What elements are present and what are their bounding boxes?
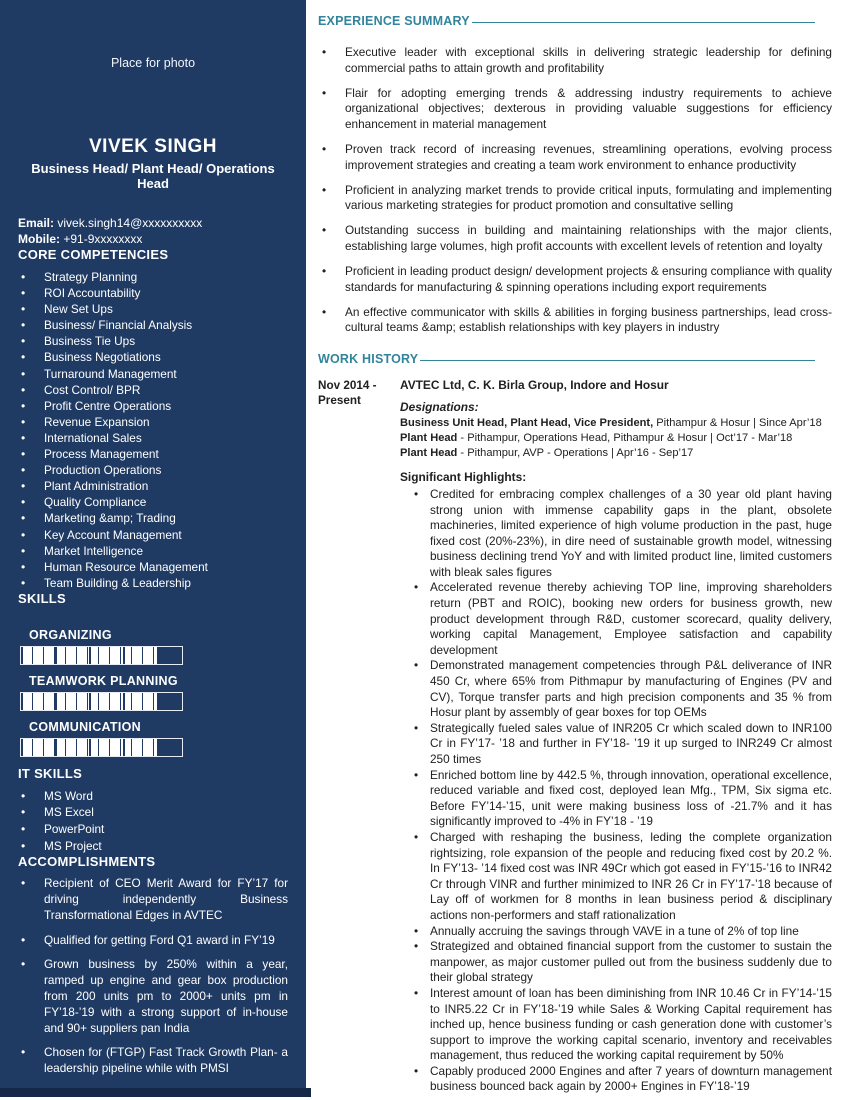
core-competencies-list — [18, 269, 288, 591]
competency-item: • Key Account Management — [18, 527, 288, 543]
accomplishment-item: • Recipient of CEO Merit Award for FY’17 for driving independently Business Transformational Edges in AVTEC — [18, 876, 288, 923]
competency-item: • Business Negotiations — [18, 349, 288, 365]
it-skill-item: • MS Word — [18, 788, 288, 804]
competency-item: • Profit Centre Operations — [18, 398, 288, 414]
heading-rule — [420, 360, 815, 361]
competency-item: • Team Building & Leadership — [18, 575, 288, 591]
email-value: vivek.singh14@xxxxxxxxxx — [57, 216, 203, 230]
highlight-bullet: • Capably produced 2000 Engines and after 7 years of downturn management business bounced back again by 2000+ Engines in FY’18-’19 — [400, 1064, 832, 1095]
competency-item: • Plant Administration — [18, 478, 288, 494]
sidebar-bottom-strip — [0, 1088, 311, 1097]
it-skill-item: • PowerPoint — [18, 821, 288, 837]
summary-bullet: • Proficient in analyzing market trends to provide critical inputs, formulating and implementing various marketing strategies for product promotion and consultative selling — [318, 183, 832, 214]
summary-bullet: • Flair for adopting emerging trends & addressing industry requirements to achieve organizational objectives; dexterous in providing valuable suggestions for efficiency enhancement in material management — [318, 86, 832, 133]
competency-item: • Production Operations — [18, 462, 288, 478]
skill-row — [18, 674, 288, 711]
designation-details: - Pithampur, Operations Head, Pithampur & Hosur | Oct’17 - Mar’18 — [457, 431, 793, 444]
mobile-label: Mobile: — [18, 232, 60, 246]
experience-summary-heading-text: EXPERIENCE SUMMARY — [318, 14, 470, 28]
mobile-value: +91-9xxxxxxxx — [63, 232, 143, 246]
entry-body — [400, 378, 832, 1095]
highlight-bullet: • Annually accruing the savings through VAVE in a tune of 2% of top line — [400, 924, 832, 940]
competency-item: • International Sales — [18, 430, 288, 446]
skill-label: TEAMWORK PLANNING — [29, 673, 178, 688]
it-skills-heading: IT SKILLS — [18, 765, 83, 781]
designation-line — [400, 416, 832, 431]
competency-item: • Business Tie Ups — [18, 333, 288, 349]
competency-item: • Human Resource Management — [18, 559, 288, 575]
it-skills-list — [18, 788, 288, 854]
candidate-title: Business Head/ Plant Head/ Operations Head — [31, 161, 275, 191]
designation-details: - Pithampur, AVP - Operations | Apr’16 - Sep’17 — [457, 446, 694, 459]
competency-item: • Market Intelligence — [18, 543, 288, 559]
designations-label: Designations: — [400, 399, 479, 414]
skill-row — [18, 628, 288, 665]
work-history-heading — [318, 352, 832, 366]
highlight-bullet: • Strategized and obtained financial support from the customer to sustain the manpower, as major customer pulled out from the business suddenly due to their global strategy — [400, 939, 832, 986]
contact-block — [18, 215, 288, 247]
summary-bullet: • Executive leader with exceptional skills in delivering strategic leadership for defining commercial paths to attain growth and profitability — [318, 45, 832, 76]
competency-item: • Revenue Expansion — [18, 414, 288, 430]
it-skill-item: • MS Excel — [18, 804, 288, 820]
highlight-bullet: • Charged with reshaping the business, leding the complete organization rightsizing, role expansion of the people and reducing fixed cost by 20.2 %. In FY’13- ’14 fixed cost was INR 49Cr which got eased in FY’15-’16 to INR42 Cr through VINR and further minimized to INR 26 Cr in FY’17-’18 because of Lay off of workmen for 8 months in lean business period & disciplinary actions non-performers and staff rationalization — [400, 830, 832, 924]
highlight-bullet: • Accelerated revenue thereby achieving TOP line, improving shareholders return (PBT and ROIC), booking new orders for business growth, new product development through R&D, customer scorecard, quality delivery, working capital Management, Employee satisfaction and capability development — [400, 580, 832, 658]
email-line — [18, 215, 288, 231]
experience-summary-heading — [318, 14, 832, 28]
accomplishments-heading: ACCOMPLISHMENTS — [18, 854, 156, 870]
competency-item: • New Set Ups — [18, 301, 288, 317]
skill-bar — [20, 738, 183, 757]
company-name: AVTEC Ltd, C. K. Birla Group, Indore and Hosur — [400, 377, 669, 392]
accomplishments-list — [18, 876, 288, 1077]
competency-item: • ROI Accountability — [18, 285, 288, 301]
email-label: Email: — [18, 216, 55, 230]
highlight-bullet: • Strategically fueled sales value of INR205 Cr which scaled down to INR100 Cr in FY’17- ’18 and further in FY’18- ’19 it up surged to INR249 Cr almost 250 times — [400, 721, 832, 768]
main-content — [318, 0, 832, 1095]
candidate-name: VIVEK SINGH — [89, 136, 217, 157]
skill-label: ORGANIZING — [29, 627, 112, 642]
summary-bullet: • Proven track record of increasing revenues, streamlining operations, evolving process improvement strategies and creating a team work environment to enhance productivity — [318, 142, 832, 173]
highlights-list — [400, 487, 832, 1095]
competency-item: • Turnaround Management — [18, 366, 288, 382]
work-history-heading-text: WORK HISTORY — [318, 351, 419, 366]
entry-date-from: Nov 2014 - — [318, 378, 377, 392]
competency-item: • Process Management — [18, 446, 288, 462]
entry-date-to: Present — [318, 393, 361, 407]
competency-item: • Business/ Financial Analysis — [18, 317, 288, 333]
designation-details: Pithampur & Hosur | Since Apr’18 — [653, 416, 822, 429]
photo-placeholder: Place for photo — [110, 56, 196, 70]
competency-item: • Quality Compliance — [18, 494, 288, 510]
core-competencies-heading: CORE COMPETENCIES — [18, 247, 169, 262]
summary-bullet: • Proficient in leading product design/ development projects & ensuring compliance with quality standards for manufacturing & spinning operations including export requirements — [318, 264, 832, 295]
competency-item: • Marketing &amp; Trading — [18, 510, 288, 526]
mobile-line — [18, 231, 288, 247]
heading-rule — [472, 22, 815, 23]
work-history-entry — [318, 378, 832, 1095]
skill-bar — [20, 692, 183, 711]
sidebar — [0, 0, 306, 1088]
competency-item: • Cost Control/ BPR — [18, 382, 288, 398]
highlights-label: Significant Highlights: — [400, 469, 527, 484]
designation-role: Plant Head — [400, 431, 458, 444]
accomplishment-item: • Chosen for (FTGP) Fast Track Growth Plan- a leadership pipeline while with PMSI — [18, 1045, 288, 1077]
designation-line — [400, 431, 832, 446]
skill-row — [18, 720, 288, 757]
skill-label: COMMUNICATION — [29, 719, 141, 734]
skill-bar-fill — [21, 739, 158, 756]
experience-summary-list — [318, 45, 832, 336]
it-skill-item: • MS Project — [18, 838, 288, 854]
summary-bullet: • An effective communicator with skills & abilities in forging business partnerships, lead cross-cultural teams &amp; establish relationships with key players in industry — [318, 305, 832, 336]
highlight-bullet: • Enriched bottom line by 442.5 %, through innovation, operational excellence, reduced variable and fixed cost, deployed lean Mfg., TPM, Six sigma etc. Before FY’14-’15, unit were making business loss of -21.7% and it has significantly improved to -4% in FY’18 - ’19 — [400, 768, 832, 830]
accomplishment-item: • Qualified for getting Ford Q1 award in FY’19 — [18, 933, 288, 949]
summary-bullet: • Outstanding success in building and maintaining relationships with the major clients, establishing large volumes, high profit accounts with excellent levels of retention and loyalty — [318, 223, 832, 254]
accomplishment-item: • Grown business by 250% within a year, ramped up engine and gear box production from 200 units pm to 2000+ units pm in FY’18-’19 with a strong support of in-house and 90+ suppliers pan India — [18, 957, 288, 1036]
designations-list — [400, 416, 832, 461]
designation-role: Plant Head — [400, 446, 458, 459]
skill-bar-fill — [21, 693, 158, 710]
competency-item: • Strategy Planning — [18, 269, 288, 285]
skills-bars — [18, 628, 288, 757]
entry-date-range — [318, 378, 400, 1095]
designation-role: Business Unit Head, Plant Head, Vice President, — [400, 416, 654, 429]
skills-heading: SKILLS — [18, 590, 67, 606]
highlight-bullet: • Demonstrated management competencies through P&L deliverance of INR 450 Cr, where 65% from Pithmapur by manufacturing of Engines (PV and CV), Torque transfer parts and high precision components and 35 % from Hosur plant by assembly of gear boxes for top OEMs — [400, 658, 832, 720]
skill-bar-fill — [21, 647, 158, 664]
highlight-bullet: • Credited for embracing complex challenges of a 30 year old plant having strong union with immense capability gaps in the plant, obsolete machineries, limited experience of high volume production in the past, huge fixed cost (20%-23%), in dire need of sustainable growth model, witnessing business declining trend YoY and with limited product line, limited customers with bleak sales figures — [400, 487, 832, 581]
highlight-bullet: • Interest amount of loan has been diminishing from INR 10.46 Cr in FY’14-’15 to INR5.22 Cr in FY’18-’19 while Sales & Working Capital requirement has inched up, hence business funding or cash generation done with customer’s support to improve the working capital scenario, inventory and receivables management, thus reduced the working capital requirement by 50% — [400, 986, 832, 1064]
designation-line — [400, 446, 832, 461]
skill-bar — [20, 646, 183, 665]
